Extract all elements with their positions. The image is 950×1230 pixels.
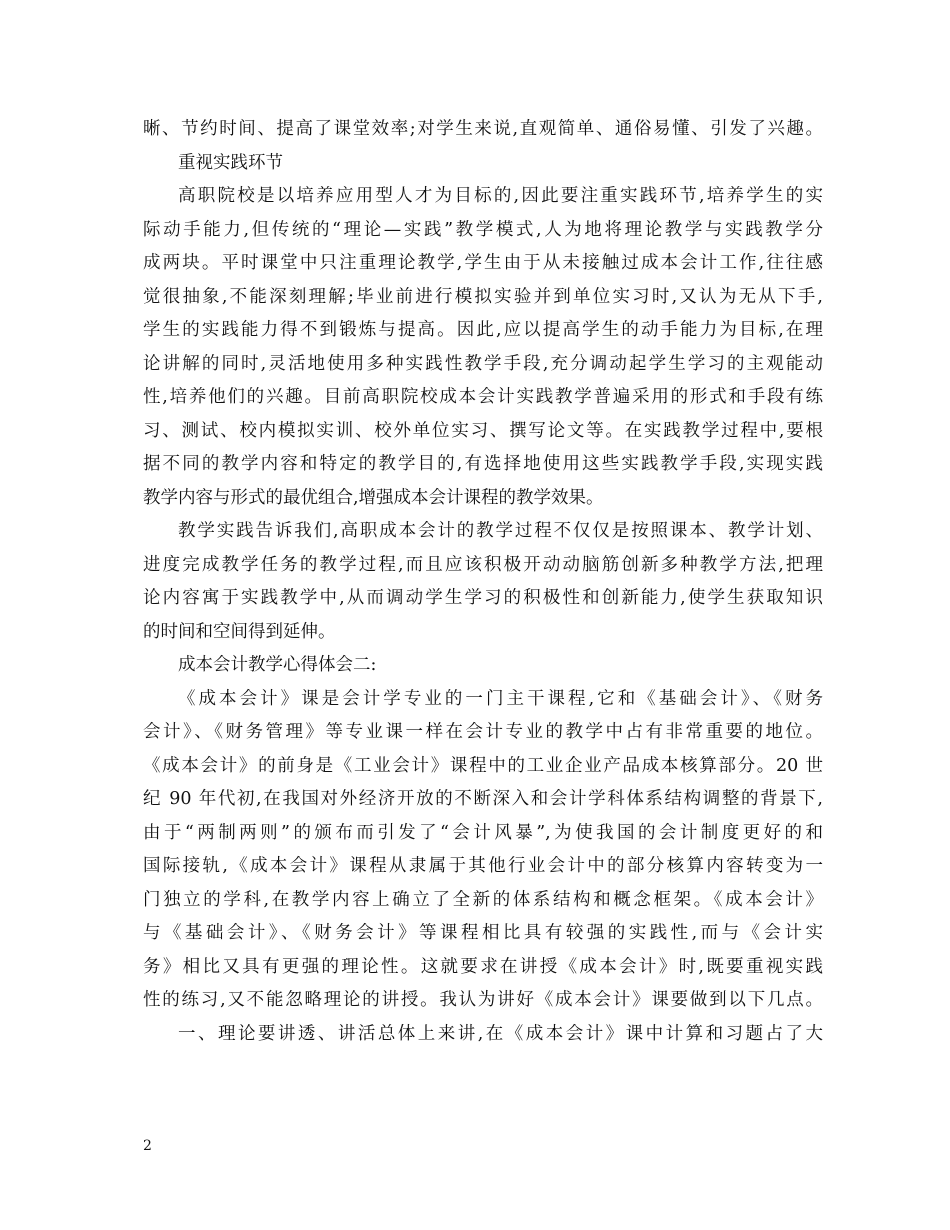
text-line: 学生的实践能力得不到锻炼与提高。因此,应以提高学生的动手能力为目标,在理	[143, 320, 823, 340]
text-line: 由于“两制两则”的颁布而引发了“会计风暴”,为使我国的会计制度更好的和	[143, 822, 823, 843]
text-line: 晰、节约时间、提高了课堂效率;对学生来说,直观简单、通俗易懂、引发了兴趣。	[143, 119, 823, 139]
text-line: 《成本会计》的前身是《工业会计》课程中的工业企业产品成本核算部分。20 世	[143, 755, 823, 776]
page-number: 2	[143, 1138, 152, 1154]
text-line: 纪 90 年代初,在我国对外经济开放的不断深入和会计学科体系结构调整的背景下,	[143, 789, 823, 809]
text-line: 成两块。平时课堂中只注重理论教学,学生由于从未接触过成本会计工作,往往感	[143, 253, 823, 273]
text-line: 据不同的教学内容和特定的教学目的,有选择地使用这些实践教学手段,实现实践	[143, 454, 823, 474]
text-line: 教学实践告诉我们,高职成本会计的教学过程不仅仅是按照课本、教学计划、	[178, 521, 823, 541]
text-line: 论内容寓于实践教学中,从而调动学生学习的积极性和创新能力,使学生获取知识	[143, 588, 823, 608]
text-line: 论讲解的同时,灵活地使用多种实践性教学手段,充分调动起学生学习的主观能动	[143, 353, 823, 374]
text-line: 国际接轨,《成本会计》课程从隶属于其他行业会计中的部分核算内容转变为一	[143, 856, 823, 876]
text-line: 进度完成教学任务的教学过程,而且应该积极开动动脑筋创新多种教学方法,把理	[143, 554, 823, 575]
text-line: 会计》、《财务管理》等专业课一样在会计专业的教学中占有非常重要的地位。	[143, 722, 823, 742]
text-line: 与《基础会计》、《财务会计》等课程相比具有较强的实践性,而与《会计实	[143, 923, 823, 943]
text-line: 门独立的学科,在教学内容上确立了全新的体系结构和概念框架。《成本会计》	[143, 889, 823, 910]
document-body	[143, 113, 823, 1051]
text-line: 教学内容与形式的最优组合,增强成本会计课程的教学效果。	[143, 487, 604, 508]
text-line: 觉很抽象,不能深刻理解;毕业前进行模拟实验并到单位实习时,又认为无从下手,	[143, 286, 823, 307]
text-line: 的时间和空间得到延伸。	[143, 621, 336, 642]
text-line: 务》相比又具有更强的理论性。这就要求在讲授《成本会计》时,既要重视实践	[143, 956, 823, 977]
text-line: 《成本会计》课是会计学专业的一门主干课程,它和《基础会计》、《财务	[178, 688, 823, 709]
text-line: 高职院校是以培养应用型人才为目标的,因此要注重实践环节,培养学生的实	[178, 186, 823, 206]
text-line: 习、测试、校内模拟实训、校外单位实习、撰写论文等。在实践教学过程中,要根	[143, 420, 823, 441]
text-line: 际动手能力,但传统的“理论—实践”教学模式,人为地将理论教学与实践教学分	[143, 219, 823, 240]
text-line: 性,培养他们的兴趣。目前高职院校成本会计实践教学普遍采用的形式和手段有练	[143, 387, 823, 407]
text-line: 重视实践环节	[178, 152, 283, 173]
text-line: 性的练习,又不能忽略理论的讲授。我认为讲好《成本会计》课要做到以下几点。	[143, 990, 823, 1010]
text-line: 一、理论要讲透、讲活总体上来讲,在《成本会计》课中计算和习题占了大	[178, 1023, 823, 1044]
text-line: 成本会计教学心得体会二:	[178, 655, 377, 675]
